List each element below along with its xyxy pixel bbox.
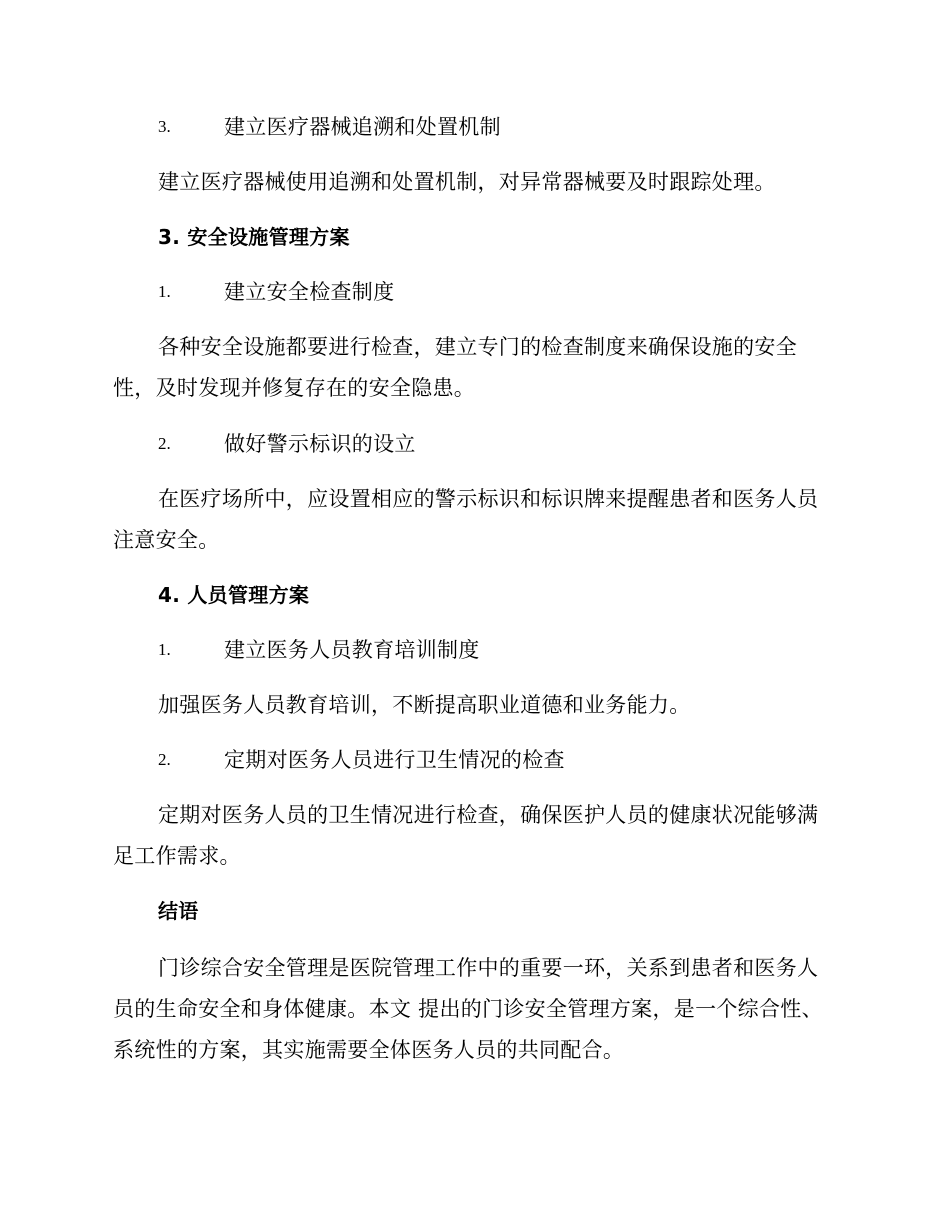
paragraph-line: 门诊综合安全管理是医院管理工作中的重要一环，关系到患者和医务人 (158, 956, 819, 980)
paragraph-line: 系统性的方案，其实施需要全体医务人员的共同配合。 (113, 1038, 625, 1062)
list-item-title: 建立安全检查制度 (224, 280, 395, 304)
list-item-title: 定期对医务人员进行卫生情况的检查 (224, 748, 565, 772)
list-item-number: 3. (158, 117, 171, 136)
list-item-number: 2. (158, 434, 171, 453)
paragraph-line: 在医疗场所中，应设置相应的警示标识和标识牌来提醒患者和医务人员 (158, 487, 819, 511)
list-item-number: 2. (158, 750, 171, 769)
paragraph-line: 加强医务人员教育培训，不断提高职业道德和业务能力。 (158, 693, 691, 717)
section-heading: 结语 (158, 899, 199, 923)
paragraph-line: 足工作需求。 (113, 844, 241, 868)
list-item-title: 建立医疗器械追溯和处置机制 (224, 115, 501, 139)
paragraph-line: 各种安全设施都要进行检查，建立专门的检查制度来确保设施的安全 (158, 335, 797, 359)
list-item-title: 做好警示标识的设立 (224, 432, 416, 456)
section-heading: 3. 安全设施管理方案 (158, 225, 350, 249)
paragraph-line: 员的生命安全和身体健康。本文 提出的门诊安全管理方案，是一个综合性、 (113, 997, 823, 1021)
list-item-title: 建立医务人员教育培训制度 (224, 638, 480, 662)
paragraph-line: 注意安全。 (113, 528, 220, 552)
paragraph-line: 性，及时发现并修复存在的安全隐患。 (113, 376, 476, 400)
section-heading: 4. 人员管理方案 (158, 583, 310, 607)
list-item-number: 1. (158, 282, 171, 301)
paragraph-line: 定期对医务人员的卫生情况进行检查，确保医护人员的健康状况能够满 (158, 803, 819, 827)
paragraph-line: 建立医疗器械使用追溯和处置机制，对异常器械要及时跟踪处理。 (158, 170, 776, 194)
list-item-number: 1. (158, 640, 171, 659)
